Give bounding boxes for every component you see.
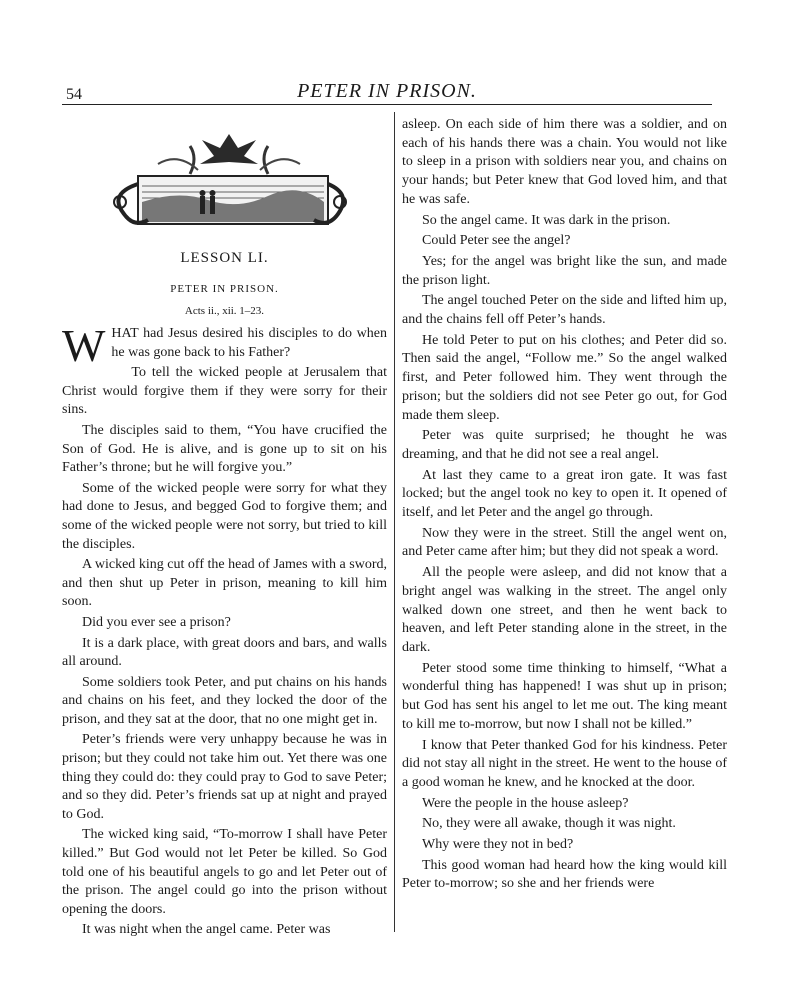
paragraph: To tell the wicked people at Jerusalem that Christ would forgive them if they were sorry for their sins. [62,365,387,418]
paragraph: This good woman had heard how the king would kill Peter to-morrow; so she and her friends were [402,857,727,892]
left-column [62,112,387,942]
paragraph: Were the people in the house asleep? [422,795,629,811]
paragraph: At last they came to a great iron gate. It was fast locked; but the angel took no key to open it. It opened of itself, and let Peter and the angel go through. [402,467,727,521]
paragraph: All the people were asleep, and did not know that a bright angel was walking in the street. The angel only walked down one street, and then he went back to heaven, and left Peter standing alone in the street, in the dark. [402,565,727,655]
header-rule [62,104,712,105]
paragraph: Did you ever see a prison? [82,614,231,630]
paragraph: No, they were all awake, though it was night. [422,816,676,832]
scripture-reference: Acts ii., xii. 1–23. [184,305,265,317]
paragraph: The disciples said to them, “You have crucified the Son of God. He is alive, and is gone up to sit on his Father’s throne; but he will forgive you.” [62,422,387,476]
paragraph: Could Peter see the angel? [422,233,571,249]
paragraph: The angel touched Peter on the side and lifted him up, and the chains fell off Peter’s hands. [402,293,727,328]
paragraph: He told Peter to put on his clothes; and Peter did so. Then said the angel, “Follow me.” So the angel walked first, and Peter followed him. They went through the prison; but the soldiers did not see Peter go out, for God made them sleep. [402,332,727,423]
paragraph: It is a dark place, with great doors and bars, and walls all around. [62,635,387,670]
opening-paragraph [62,320,387,371]
paragraph: Some soldiers took Peter, and put chains on his hands and chains on his feet, and they locked the door of the prison, and they sat at the door, that no one might get in. [62,674,387,727]
paragraph: I know that Peter thanked God for his kindness. Peter did not stay all night in the street. He went to the house of a good woman he knew, and he knocked at the door. [402,737,727,790]
paragraph: Some of the wicked people were sorry for what they had done to Jesus, and begged God to forgive them; and some of the wicked people were not sorry, but tried to kill the disciples. [62,480,387,552]
paragraph: So the angel came. It was dark in the prison. [422,212,671,228]
paragraph: Peter’s friends were very unhappy because he was in prison; but they could not take him out. Yet there was one thing they could do: they could pray to God to save Peter; and so they did. Peter’s friends sat up at night and prayed to God. [62,732,387,822]
right-column [402,116,727,896]
paragraph: The wicked king said, “To-morrow I shall have Peter killed.” But God would not let Peter be killed. So God told one of his beautiful angels to go and let Peter out of the prison. The angel could go into the prison without opening the doors. [62,827,387,917]
paragraph: Peter was quite surprised; he thought he was dreaming, and that he did not see a real angel. [402,428,727,462]
column-divider [394,112,395,932]
paragraph: It was night when the angel came. Peter was [82,922,331,938]
opening-text: HAT had Jesus desired his disciples to do when he was gone back to his Father? [111,326,387,360]
running-title: PETER IN PRISON. [297,80,477,102]
drop-cap: W [62,320,106,371]
paragraph: Yes; for the angel was bright like the sun, and made the prison light. [402,253,727,288]
page-number: 54 [66,86,82,103]
paragraph: asleep. On each side of him there was a soldier, and on each of his hands there was a chain. You would not like to sleep in a prison with soldiers near you, and chains on your hands; but Peter knew that God loved him, and that he was safe. [402,117,727,207]
page-header [62,80,712,106]
paragraph: Now they were in the street. Still the angel went on, and Peter came after him; but they did not speak a word. [402,525,727,560]
eagle-banner-engraving-icon [98,124,360,236]
paragraph: Why were they not in bed? [422,837,574,853]
paragraph: Peter stood some time thinking to himself, “What a wonderful thing has happened! I was shut up in prison; but God has sent his angel to let me out. The king meant to kill me to-morrow, but now I shall not be killed.” [402,660,727,732]
lesson-number: LESSON LI. [180,250,269,266]
paragraph: A wicked king cut off the head of James with a sword, and then shut up Peter in prison, meaning to kill him soon. [62,557,387,610]
lesson-title: PETER IN PRISON. [170,283,279,295]
